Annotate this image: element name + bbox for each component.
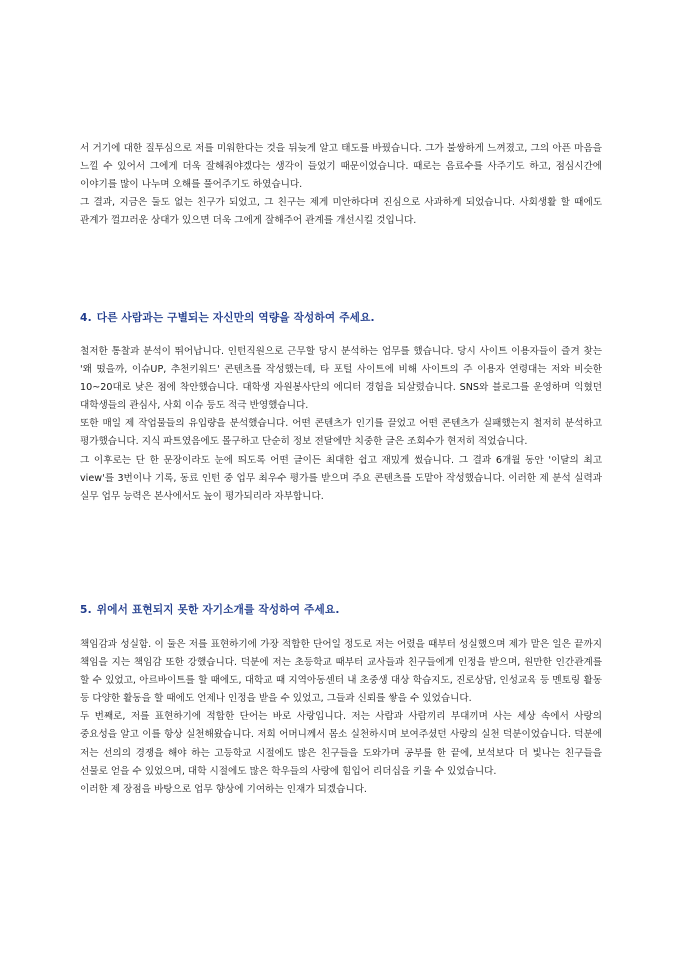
section-4-paragraph-1: 철저한 통찰과 분석이 뛰어납니다. 인턴직원으로 근무할 당시 분석하는 업무를 했습니다. 당시 사이트 이용자들이 즐겨 찾는 '왜 떴을까, 이슈UP, 추천키워드' 콘텐츠를 작성했는데, 타 포털 사이트에 비해 사이트의 주 이용자 연령대는 저와 비슷한 10~20대로 낮은 점에 착안했습니다. 대학생 자원봉사단의 에디터 경험을 되살렸습니다. SNS와 블로그를 운영하며 익혔던 대학생들의 관심사, 사회 이슈 등도 적극 반영했습니다. (80, 346, 602, 412)
section-5-paragraph-3: 이러한 제 장점을 바탕으로 업무 향상에 기여하는 인재가 되겠습니다. (80, 783, 367, 795)
intro-text-block (80, 140, 602, 230)
section-4-body (80, 343, 602, 506)
section-4-paragraph-3: 그 이후로는 단 한 문장이라도 눈에 띄도록 어떤 글이든 최대한 쉽고 재밌게 썼습니다. 그 결과 6개월 동안 '이달의 최고 view'를 3번이나 기록, 동료 인턴 중 업무 최우수 평가를 받으며 주요 콘텐츠를 도맡아 작성했습니다. 이러한 제 분석 실력과 실무 업무 능력은 본사에서도 높이 평가되리라 자부합니다. (80, 454, 602, 502)
section-4-heading (80, 310, 620, 325)
section-4-number: 4. (80, 312, 92, 324)
section-5-body (80, 636, 602, 799)
section-4-paragraph-2: 또한 매일 제 작업물들의 유입량을 분석했습니다. 어떤 콘텐츠가 인기를 끌었고 어떤 콘텐츠가 실패했는지 철저히 분석하고 평가했습니다. 지식 파트였음에도 몰구하고 단순히 정보 전달에만 치중한 글은 조회수가 현저히 적었습니다. (80, 418, 602, 448)
intro-paragraph-1: 서 거기에 대한 질투심으로 저를 미워한다는 것을 뒤늦게 알고 태도를 바꿨습니다. 그가 불쌍하게 느껴졌고, 그의 아픈 마음을 느낄 수 있어서 그에게 더욱 잘해줘야겠다는 생각이 들었기 때문이었습니다. 때로는 음료수를 사주기도 하고, 점심시간에 이야기를 많이 나누며 오해를 풀어주기도 하였습니다. (80, 143, 602, 191)
section-5-heading (80, 602, 620, 617)
section-5-paragraph-1: 책임감과 성실함. 이 둘은 저를 표현하기에 가장 적합한 단어일 정도로 저는 어렸을 때부터 성실했으며 제가 맡은 일은 끝까지 책임을 지는 책임감 또한 강했습니다. 덕분에 저는 초등학교 때부터 교사들과 친구들에게 인정을 받으며, 원만한 인간관계를 할 수 있었고, 아르바이트를 할 때에도, 대학교 때 지역아동센터 내 초중생 대상 학습지도, 진로상담, 인성교육 등 멘토링 활동 등 다양한 활동을 할 때에도 언제나 인정을 받을 수 있었고, 그들과 신뢰를 쌓을 수 있었습니다. (80, 639, 602, 705)
section-5-paragraph-2: 두 번째로, 저를 표현하기에 적합한 단어는 바로 사랑입니다. 저는 사람과 사람끼리 부대끼며 사는 세상 속에서 사랑의 중요성을 알고 이를 항상 실천해왔습니다. 저희 어머니께서 몸소 실천하시며 보여주셨던 사랑의 실천 덕분이었습니다. 덕분에 저는 선의의 경쟁을 해야 하는 고등학교 시절에도 많은 친구들을 도와가며 공부를 한 끝에, 보석보다 더 빛나는 친구들을 선물로 얻을 수 있었으며, 대학 시절에도 많은 학우들의 사랑에 힘입어 리더십을 키울 수 있었습니다. (80, 711, 602, 777)
section-5-title: 위에서 표현되지 못한 자기소개를 작성하여 주세요. (96, 604, 340, 616)
section-5-number: 5. (80, 604, 92, 616)
intro-paragraph-2: 그 결과, 지금은 둘도 없는 친구가 되었고, 그 친구는 제게 미안하다며 진심으로 사과하게 되었습니다. 사회생활 할 때에도 관계가 껄끄러운 상대가 있으면 더욱 그에게 잘해주어 관계를 개선시킬 것입니다. (80, 197, 602, 227)
section-4-title: 다른 사람과는 구별되는 자신만의 역량을 작성하여 주세요. (96, 312, 375, 324)
